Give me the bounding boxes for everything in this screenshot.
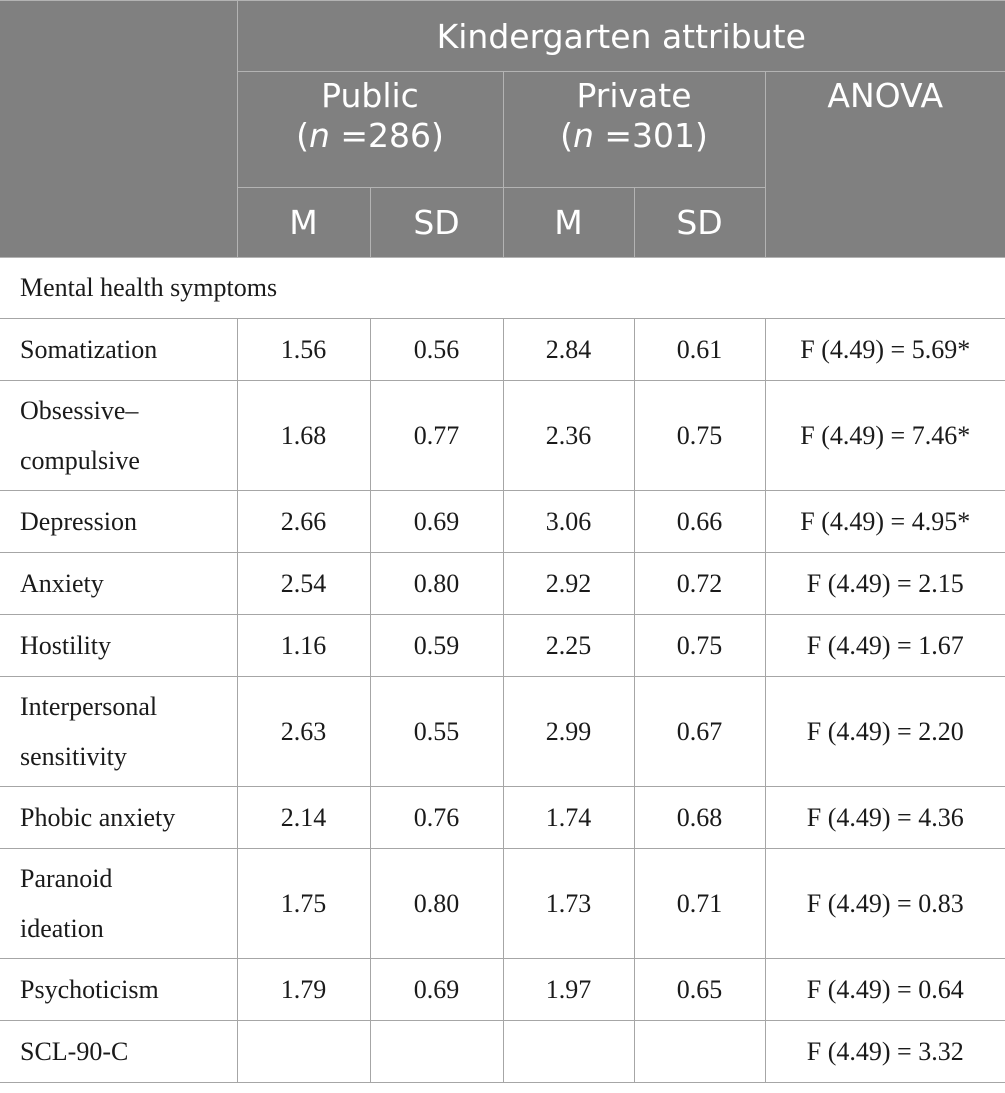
private-sd-cell: 0.61 <box>634 319 765 381</box>
public-sd-cell: 0.69 <box>370 491 503 553</box>
private-sd-cell: 0.67 <box>634 677 765 787</box>
public-m-cell: 1.56 <box>237 319 370 381</box>
private-m-cell: 2.36 <box>503 381 634 491</box>
row-label: Anxiety <box>0 553 237 615</box>
row-label: Psychoticism <box>0 959 237 1021</box>
private-m-cell <box>503 1021 634 1083</box>
anova-cell: F (4.49) = 2.20 <box>765 677 1005 787</box>
anova-cell: F (4.49) = 4.95* <box>765 491 1005 553</box>
row-label-line: Interpersonal <box>20 691 158 721</box>
row-label: Somatization <box>0 319 237 381</box>
public-m-cell: 1.79 <box>237 959 370 1021</box>
anova-cell: F (4.49) = 2.15 <box>765 553 1005 615</box>
row-label: Depression <box>0 491 237 553</box>
public-sd-cell: 0.59 <box>370 615 503 677</box>
private-label: Private <box>576 76 692 115</box>
table-row <box>0 553 1005 615</box>
row-label <box>0 381 237 491</box>
private-m-cell: 2.99 <box>503 677 634 787</box>
table-row <box>0 491 1005 553</box>
private-sd-cell: 0.71 <box>634 849 765 959</box>
anova-header: ANOVA <box>765 72 1005 258</box>
public-m-cell: 1.68 <box>237 381 370 491</box>
public-sd-cell: 0.77 <box>370 381 503 491</box>
public-label: Public <box>321 76 419 115</box>
row-label-line: ideation <box>20 913 104 943</box>
header-corner-blank <box>0 1 237 258</box>
public-sd-cell: 0.76 <box>370 787 503 849</box>
public-m-cell: 1.16 <box>237 615 370 677</box>
row-label: Hostility <box>0 615 237 677</box>
row-label: SCL-90-C <box>0 1021 237 1083</box>
public-m-cell <box>237 1021 370 1083</box>
table-row <box>0 959 1005 1021</box>
private-sd-cell: 0.68 <box>634 787 765 849</box>
private-m-cell: 2.92 <box>503 553 634 615</box>
private-n-prefix: ( <box>560 116 573 155</box>
row-label-line: Paranoid <box>20 863 113 893</box>
public-sd-cell <box>370 1021 503 1083</box>
anova-cell: F (4.49) = 0.64 <box>765 959 1005 1021</box>
public-m-cell: 2.66 <box>237 491 370 553</box>
anova-cell: F (4.49) = 1.67 <box>765 615 1005 677</box>
table-row <box>0 319 1005 381</box>
anova-cell: F (4.49) = 3.32 <box>765 1021 1005 1083</box>
public-m-cell: 2.14 <box>237 787 370 849</box>
private-sd-cell: 0.72 <box>634 553 765 615</box>
table-row <box>0 1021 1005 1083</box>
private-m-header: M <box>503 188 634 258</box>
private-m-cell: 1.97 <box>503 959 634 1021</box>
private-m-cell: 2.25 <box>503 615 634 677</box>
group-title: Kindergarten attribute <box>237 1 1005 72</box>
section-label: Mental health symptoms <box>0 258 1005 319</box>
public-m-cell: 2.63 <box>237 677 370 787</box>
row-label-line: compulsive <box>20 445 140 475</box>
public-n-prefix: ( <box>296 116 309 155</box>
public-m-cell: 1.75 <box>237 849 370 959</box>
private-m-cell: 1.74 <box>503 787 634 849</box>
anova-cell: F (4.49) = 7.46* <box>765 381 1005 491</box>
private-n-italic: n <box>572 116 594 155</box>
table-body <box>0 258 1005 1083</box>
private-sd-cell: 0.65 <box>634 959 765 1021</box>
public-sd-cell: 0.56 <box>370 319 503 381</box>
public-sd-cell: 0.80 <box>370 849 503 959</box>
public-n-italic: n <box>308 116 330 155</box>
table-row <box>0 677 1005 787</box>
table-row <box>0 615 1005 677</box>
public-n-suffix: =286) <box>329 116 444 155</box>
row-label <box>0 677 237 787</box>
anova-cell: F (4.49) = 0.83 <box>765 849 1005 959</box>
table-header <box>0 1 1005 258</box>
table-row <box>0 787 1005 849</box>
public-header <box>237 72 503 188</box>
public-sd-cell: 0.69 <box>370 959 503 1021</box>
row-label <box>0 849 237 959</box>
public-sd-cell: 0.80 <box>370 553 503 615</box>
private-sd-cell: 0.75 <box>634 615 765 677</box>
anova-cell: F (4.49) = 5.69* <box>765 319 1005 381</box>
row-label-line: Obsessive– <box>20 395 139 425</box>
private-header <box>503 72 765 188</box>
private-sd-cell <box>634 1021 765 1083</box>
private-n-suffix: =301) <box>593 116 708 155</box>
private-m-cell: 2.84 <box>503 319 634 381</box>
anova-cell: F (4.49) = 4.36 <box>765 787 1005 849</box>
public-m-header: M <box>237 188 370 258</box>
public-m-cell: 2.54 <box>237 553 370 615</box>
private-sd-cell: 0.66 <box>634 491 765 553</box>
private-sd-header: SD <box>634 188 765 258</box>
private-m-cell: 3.06 <box>503 491 634 553</box>
row-label: Phobic anxiety <box>0 787 237 849</box>
table-row <box>0 381 1005 491</box>
public-sd-cell: 0.55 <box>370 677 503 787</box>
row-label-line: sensitivity <box>20 741 127 771</box>
private-sd-cell: 0.75 <box>634 381 765 491</box>
table-row <box>0 849 1005 959</box>
private-m-cell: 1.73 <box>503 849 634 959</box>
public-sd-header: SD <box>370 188 503 258</box>
